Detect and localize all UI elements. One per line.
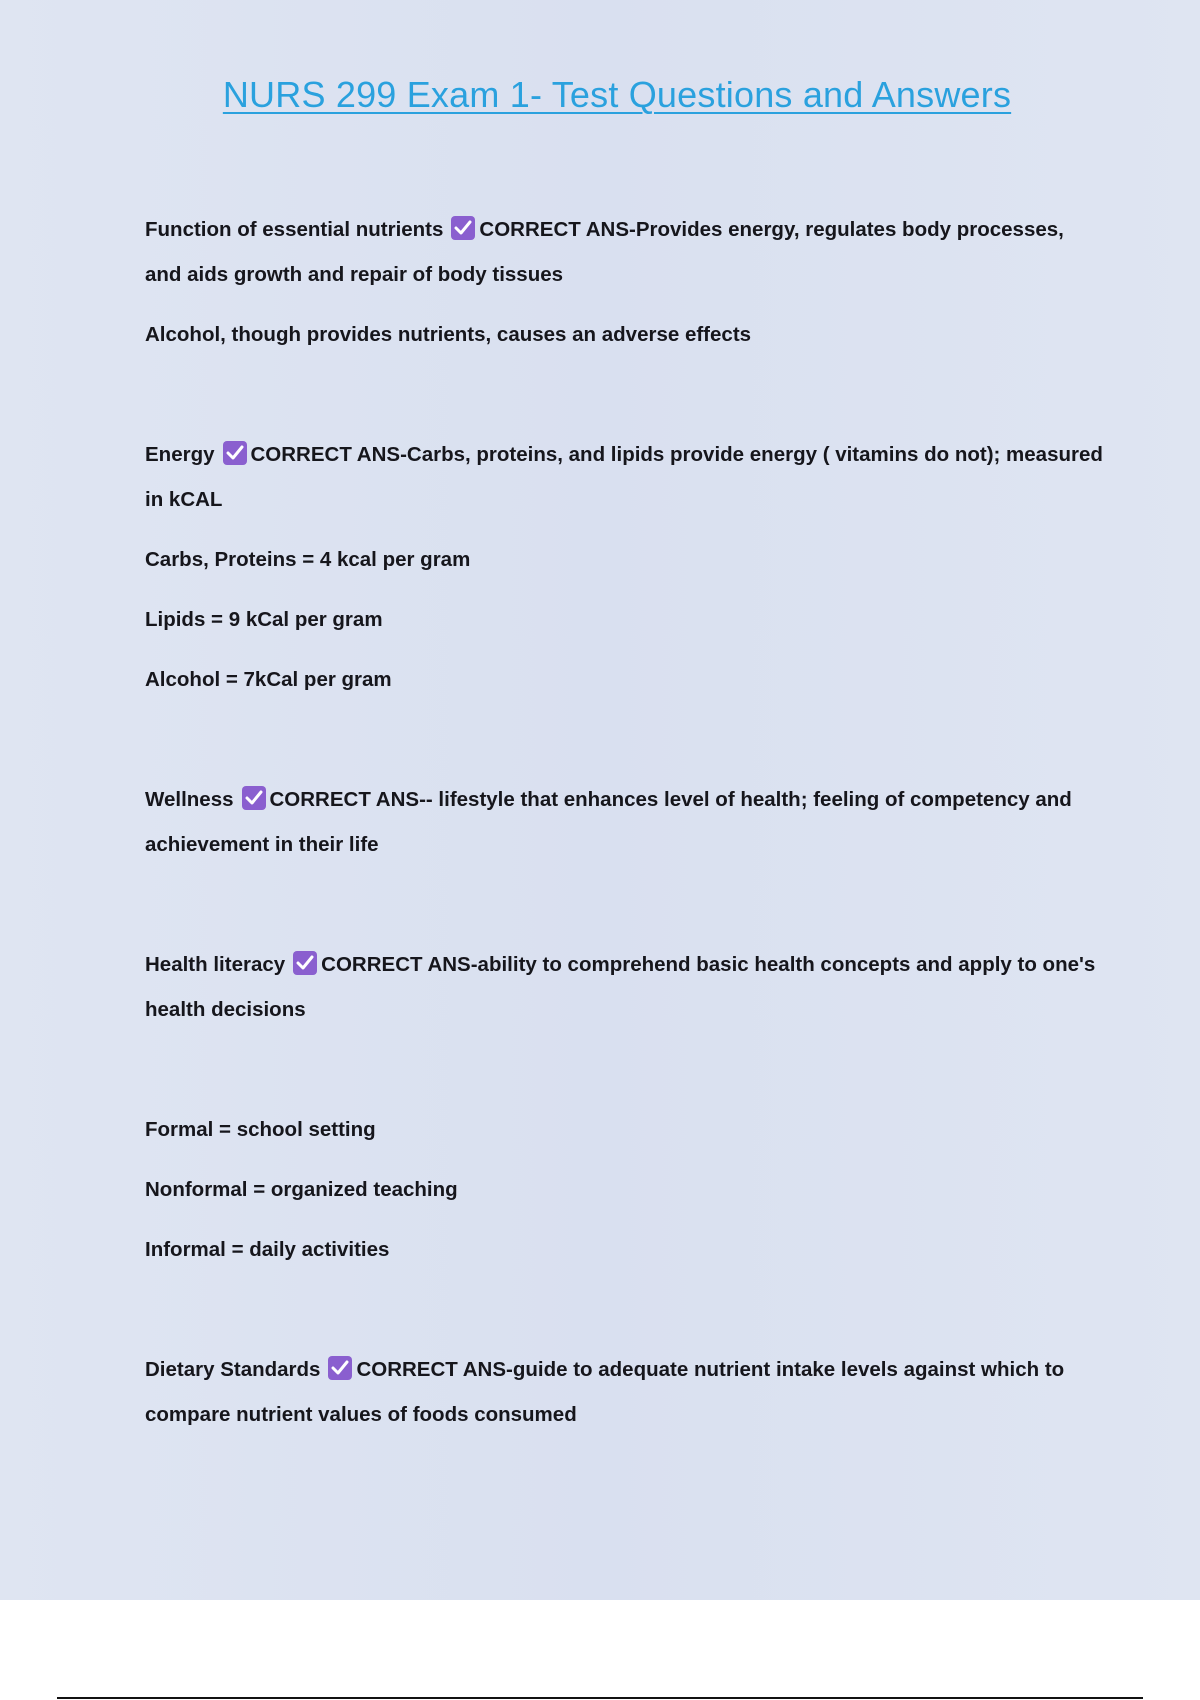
checkmark-box-icon	[293, 951, 317, 975]
note-line: Lipids = 9 kCal per gram	[145, 608, 383, 631]
document-title: NURS 299 Exam 1- Test Questions and Answers	[222, 74, 1012, 115]
checkmark-box-icon	[242, 786, 266, 810]
qa-item	[145, 207, 1105, 297]
note-line: Formal = school setting	[145, 1118, 376, 1141]
qa-item	[145, 942, 1105, 1032]
qa-term: Function of essential nutrients	[145, 218, 444, 241]
qa-answer: CORRECT ANS-ability to comprehend basic health concepts and apply to one's health decisions	[145, 953, 1096, 1021]
qa-item	[145, 1347, 1105, 1437]
qa-answer: CORRECT ANS-Carbs, proteins, and lipids provide energy ( vitamins do not); measured in kCAL	[145, 443, 1103, 511]
qa-answer: CORRECT ANS-Provides energy, regulates body processes, and aids growth and repair of body tissues	[145, 218, 1064, 286]
qa-term: Health literacy	[145, 953, 286, 976]
qa-term: Energy	[145, 443, 215, 466]
qa-item	[145, 432, 1105, 522]
checkmark-box-icon	[223, 441, 247, 465]
note-line: Informal = daily activities	[145, 1238, 390, 1261]
qa-answer: CORRECT ANS-- lifestyle that enhances level of health; feeling of competency and achievement in their life	[145, 788, 1072, 856]
note-line: Carbs, Proteins = 4 kcal per gram	[145, 548, 471, 571]
note-line: Alcohol = 7kCal per gram	[145, 668, 392, 691]
checkmark-box-icon	[451, 216, 475, 240]
checkmark-box-icon	[328, 1356, 352, 1380]
qa-answer: CORRECT ANS-guide to adequate nutrient intake levels against which to compare nutrient values of foods consumed	[145, 1358, 1065, 1426]
qa-item	[145, 777, 1105, 867]
note-line: Alcohol, though provides nutrients, causes an adverse effects	[145, 323, 752, 346]
footer-rule	[57, 1697, 1143, 1699]
note-line: Nonformal = organized teaching	[145, 1178, 458, 1201]
qa-term: Dietary Standards	[145, 1358, 321, 1381]
qa-term: Wellness	[145, 788, 234, 811]
document-body	[145, 207, 1105, 1437]
